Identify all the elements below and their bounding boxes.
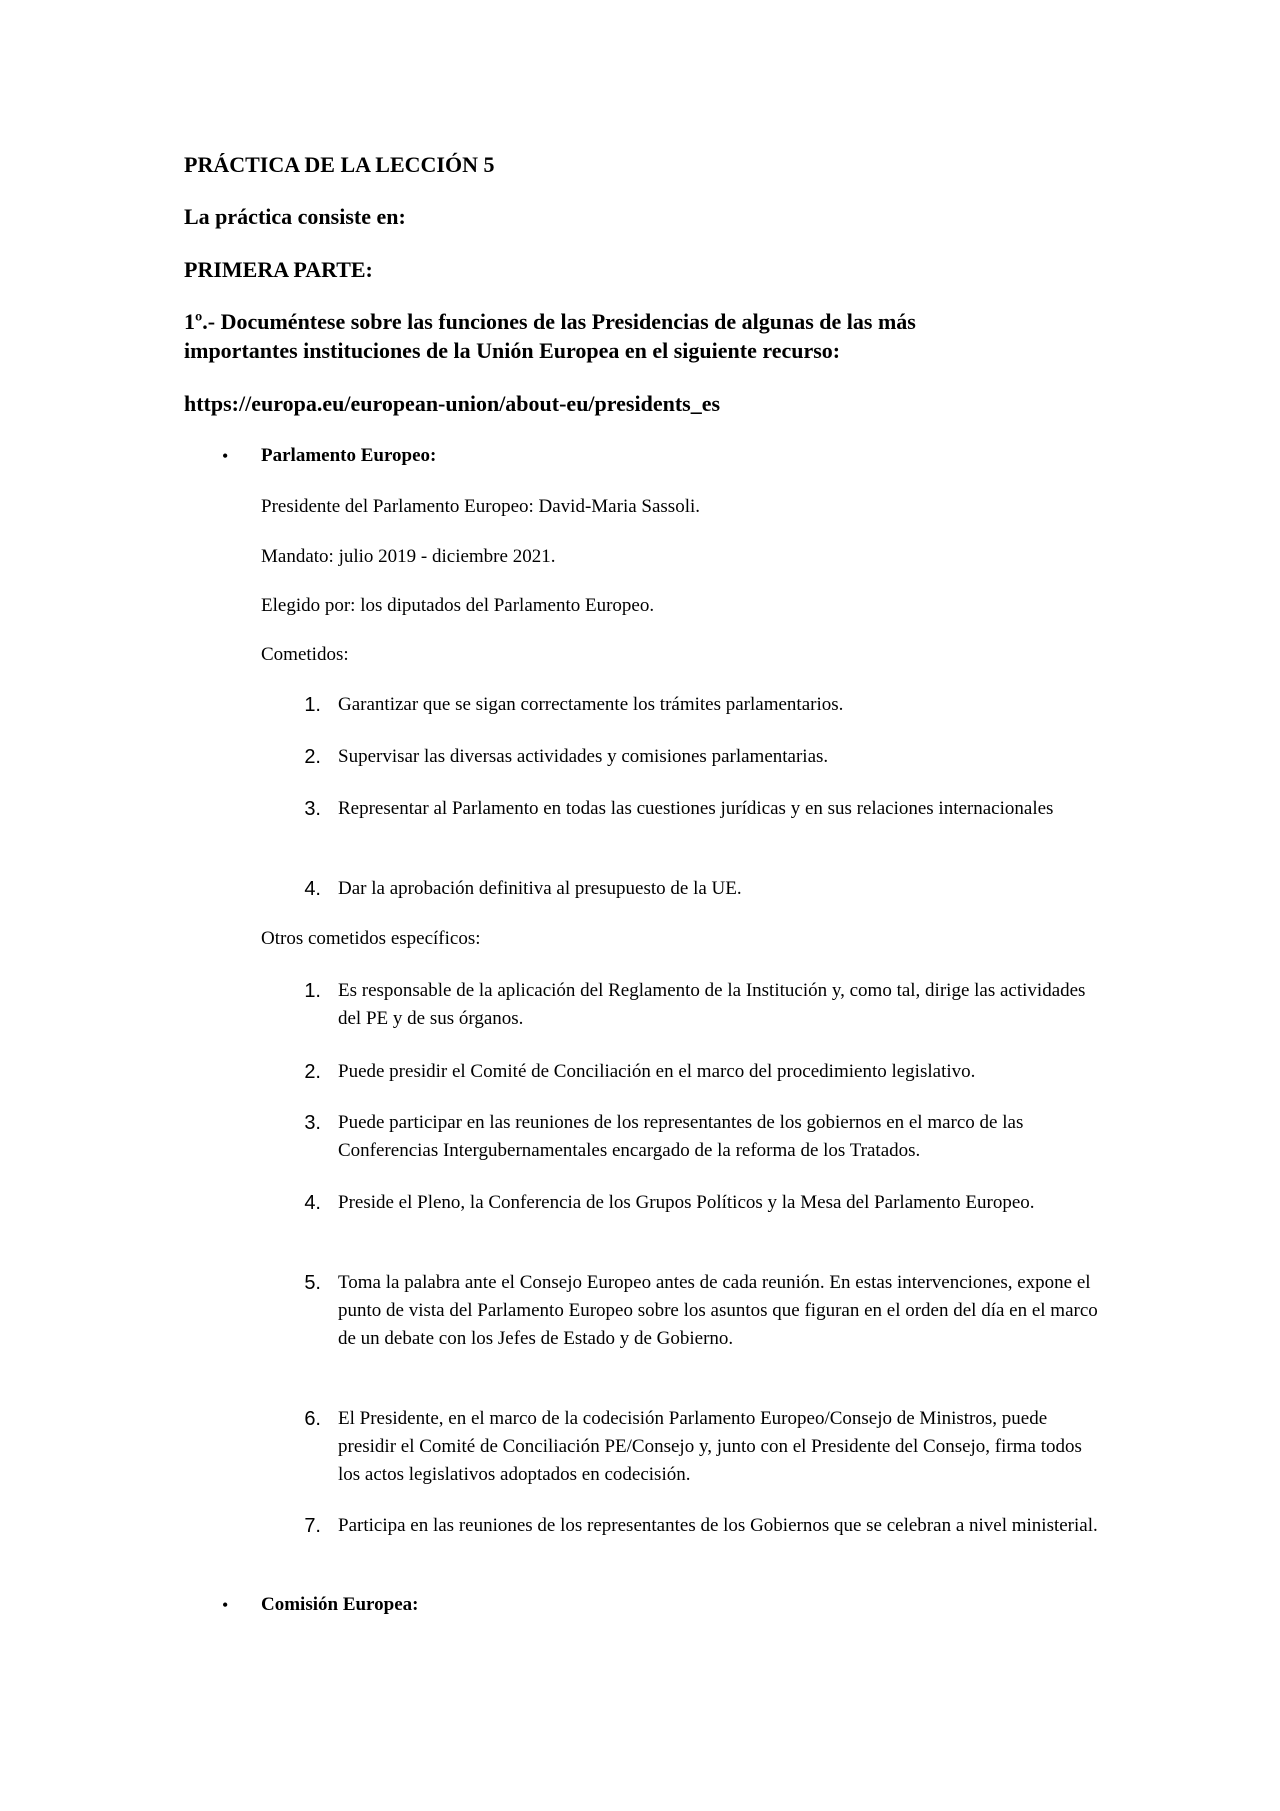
duty-item: Representar al Parlamento en todas las cuestiones jurídicas y en sus relaciones internacionales — [338, 798, 1054, 819]
bullet-icon: • — [222, 1595, 229, 1615]
duty-number: 4. — [304, 878, 321, 900]
other-duty-number: 2. — [304, 1061, 321, 1083]
part-heading: PRIMERA PARTE: — [184, 257, 373, 282]
parlamento-elected: Elegido por: los diputados del Parlamento Europeo. — [261, 595, 655, 616]
other-duties-label: Otros cometidos específicos: — [261, 928, 481, 949]
document-title: PRÁCTICA DE LA LECCIÓN 5 — [184, 152, 495, 177]
intro-heading: La práctica consiste en: — [184, 204, 406, 229]
other-duty-number: 7. — [304, 1515, 321, 1537]
parlamento-mandate: Mandato: julio 2019 - diciembre 2021. — [261, 546, 556, 567]
task-line-1: 1º.- Documéntese sobre las funciones de las Presidencias de algunas de las más — [184, 309, 916, 334]
other-duty-item: Puede participar en las reuniones de los representantes de los gobiernos en el marco de las Conferencias Intergubernamentales encargado de la reforma de los Tratados. — [338, 1112, 1024, 1161]
duty-item: Garantizar que se sigan correctamente los trámites parlamentarios. — [338, 694, 844, 715]
other-duty-item: Es responsable de la aplicación del Reglamento de la Institución y, como tal, dirige las actividades del PE y de sus órganos. — [338, 980, 1086, 1029]
task-line-2: importantes instituciones de la Unión Europea en el siguiente recurso: — [184, 338, 841, 363]
duty-item: Supervisar las diversas actividades y comisiones parlamentarias. — [338, 746, 829, 767]
duty-number: 2. — [304, 746, 321, 768]
other-duty-number: 3. — [304, 1112, 321, 1134]
other-duty-item: Toma la palabra ante el Consejo Europeo antes de cada reunión. En estas intervenciones, expone el punto de vista del Parlamento Europeo sobre los asuntos que figuran en el orden del día en el marco de un debate con los Jefes de Estado y de Gobierno. — [338, 1272, 1098, 1349]
comision-heading: Comisión Europea: — [261, 1594, 419, 1615]
duty-number: 1. — [304, 694, 321, 716]
other-duty-number: 1. — [304, 980, 321, 1002]
other-duty-item: Preside el Pleno, la Conferencia de los Grupos Políticos y la Mesa del Parlamento Europeo. — [338, 1192, 1035, 1213]
bullet-icon: • — [222, 446, 229, 466]
other-duty-item: Participa en las reuniones de los representantes de los Gobiernos que se celebran a nivel ministerial. — [338, 1515, 1098, 1536]
duty-item: Dar la aprobación definitiva al presupuesto de la UE. — [338, 878, 742, 899]
parlamento-heading: Parlamento Europeo: — [261, 445, 437, 466]
resource-url: https://europa.eu/european-union/about-eu/presidents_es — [184, 391, 721, 416]
other-duty-item: El Presidente, en el marco de la codecisión Parlamento Europeo/Consejo de Ministros, puede presidir el Comité de Conciliación PE/Consejo y, junto con el Presidente del Consejo, firma todos los actos legislativos adoptados en codecisión. — [338, 1408, 1082, 1485]
other-duty-number: 6. — [304, 1408, 321, 1430]
other-duty-number: 5. — [304, 1272, 321, 1294]
duties-label: Cometidos: — [261, 644, 349, 665]
duty-number: 3. — [304, 798, 321, 820]
other-duty-number: 4. — [304, 1192, 321, 1214]
parlamento-president: Presidente del Parlamento Europeo: David-Maria Sassoli. — [261, 496, 701, 517]
other-duty-item: Puede presidir el Comité de Conciliación en el marco del procedimiento legislativo. — [338, 1061, 976, 1082]
